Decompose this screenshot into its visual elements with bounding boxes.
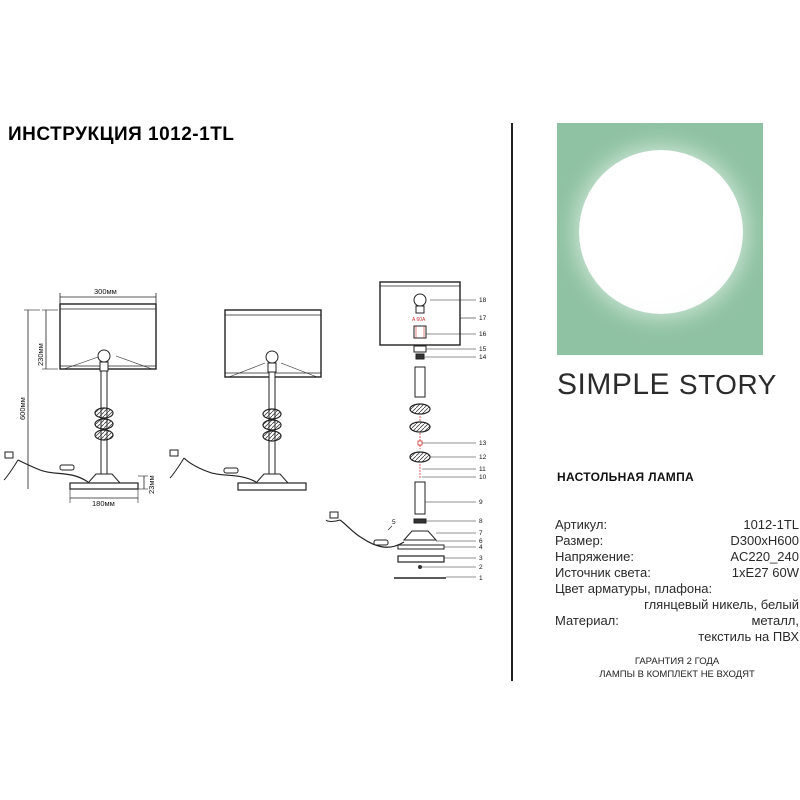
part-number-11: 11 — [479, 466, 486, 473]
bulb-label: A 60A — [412, 317, 426, 323]
part-number-5: 5 — [392, 519, 396, 526]
spec-material-value-2: текстиль на ПВХ — [698, 629, 799, 644]
spec-light-source — [555, 565, 799, 581]
dim-shade-height: 230мм — [36, 343, 45, 366]
part-number-9: 9 — [479, 499, 483, 506]
dim-total-height: 600мм — [18, 397, 27, 420]
spec-voltage-label: Напряжение: — [555, 549, 634, 564]
warranty-note — [555, 655, 799, 681]
brand-word-1: SIMPLE — [557, 368, 671, 401]
dim-shade-width: 300мм — [94, 287, 117, 296]
spec-article — [555, 517, 799, 533]
warranty-line-1: ГАРАНТИЯ 2 ГОДА — [634, 656, 720, 667]
spec-color-value: глянцевый никель, белый — [644, 597, 799, 612]
spec-article-value: 1012-1TL — [743, 517, 799, 532]
spec-light-label: Источник света: — [555, 565, 651, 580]
vertical-divider — [511, 123, 513, 681]
lamp-1-dimensioned — [4, 287, 156, 508]
brand-logo — [557, 368, 777, 402]
part-number-6: 6 — [479, 538, 483, 545]
spec-color — [555, 581, 799, 597]
part-number-14: 14 — [479, 354, 487, 361]
lamp-1-bulb — [98, 350, 110, 362]
spec-voltage-value: AC220_240 — [730, 549, 799, 564]
part-number-16: 16 — [479, 331, 487, 338]
spec-material-label: Материал: — [555, 613, 619, 628]
dim-base-width: 180мм — [92, 499, 115, 508]
spec-material-value-1: металл, — [751, 613, 799, 628]
part-number-10: 10 — [479, 474, 487, 481]
part-number-15: 15 — [479, 346, 487, 353]
spec-material — [555, 613, 799, 629]
globe-shade-image — [579, 150, 743, 314]
lamp-1-base — [70, 483, 138, 489]
spec-voltage — [555, 549, 799, 565]
part-number-1: 1 — [479, 575, 483, 582]
product-type: НАСТОЛЬНАЯ ЛАМПА — [557, 470, 694, 484]
warranty-line-2: ЛАМПЫ В КОМПЛЕКТ НЕ ВХОДЯТ — [599, 669, 755, 680]
part-number-17: 17 — [479, 315, 487, 322]
spec-article-label: Артикул: — [555, 517, 608, 532]
part-number-3: 3 — [479, 555, 483, 562]
spec-color-label: Цвет арматуры, плафона: — [555, 581, 713, 596]
part-number-13: 13 — [479, 440, 487, 447]
dim-base-height: 23мм — [147, 475, 156, 494]
spec-size — [555, 533, 799, 549]
lamp-2-bulb — [266, 351, 278, 363]
part-number-18: 18 — [479, 297, 487, 304]
brand-word-2: STORY — [678, 369, 777, 400]
document-title: ИНСТРУКЦИЯ 1012-1TL — [8, 124, 235, 145]
spec-light-value: 1хE27 60W — [731, 565, 799, 580]
product-photo — [557, 123, 763, 355]
part-number-8: 8 — [479, 518, 483, 525]
lamp-3-exploded — [326, 282, 487, 582]
spec-size-label: Размер: — [555, 533, 604, 548]
part-number-7: 7 — [479, 530, 483, 537]
spec-size-value: D300хH600 — [730, 533, 799, 548]
lamp-2-base — [238, 483, 306, 490]
lamp-2-view — [170, 310, 321, 490]
lamp-3-bulb — [414, 294, 426, 306]
part-number-12: 12 — [479, 454, 487, 461]
part-number-2: 2 — [479, 564, 483, 571]
part-number-4: 4 — [479, 544, 483, 551]
